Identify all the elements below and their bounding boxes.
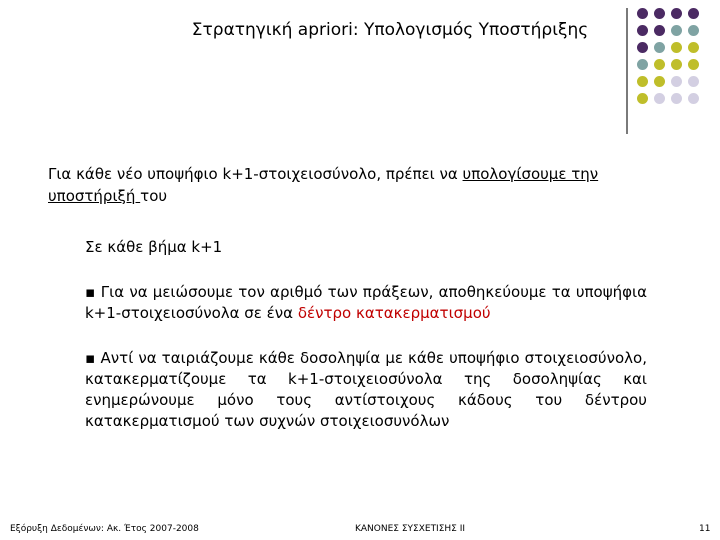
decorative-dot — [654, 76, 665, 87]
bullet-2-text: Αντί να ταιριάζουμε κάθε δοσοληψία με κάθε υποψήφιο στοιχειοσύνολο, κατακερματίζουμε τα k+1-στοιχειοσύνολα της δοσοληψίας και ενημερώνουμε μόνο τους αντίστοιχους κάδους του δέντρου κατακερματισμού των συχνών στοιχειοσυνόλων — [85, 349, 647, 430]
decorative-dot — [671, 25, 682, 36]
decorative-dot — [637, 42, 648, 53]
step-heading: Σε κάθε βήμα k+1 — [85, 238, 223, 256]
decorative-dot — [637, 25, 648, 36]
bullet-1-text: Για να μειώσουμε τον αριθμό των πράξεων, αποθηκεύουμε τα υποψήφια k+1-στοιχειοσύνολα σε ένα — [85, 283, 647, 322]
footer-course: Εξόρυξη Δεδομένων: Ακ. Έτος 2007-2008 — [10, 524, 199, 534]
decorative-dot — [688, 93, 699, 104]
decorative-dot — [637, 93, 648, 104]
decorative-dot — [637, 8, 648, 19]
decorative-dot — [637, 76, 648, 87]
decorative-dot — [688, 76, 699, 87]
bullet-item-1 — [85, 282, 647, 324]
bullet-marker-icon: ▪ — [85, 349, 96, 367]
intro-suffix: του — [140, 187, 168, 205]
decorative-dot — [688, 59, 699, 70]
bullet-marker-icon: ▪ — [85, 283, 96, 301]
decorative-dot — [654, 59, 665, 70]
decorative-dot — [671, 8, 682, 19]
decorative-divider — [626, 8, 628, 134]
decorative-dot — [654, 8, 665, 19]
slide-title: Στρατηγική apriori: Υπολογισμός Υποστήριξης — [191, 20, 589, 40]
decorative-dot — [654, 25, 665, 36]
bullet-1-highlight: δέντρο κατακερματισμού — [297, 304, 491, 322]
bullet-item-2 — [85, 348, 647, 432]
decorative-dot — [688, 8, 699, 19]
intro-underlined-2: υποστήριξή — [48, 187, 141, 205]
intro-paragraph — [48, 163, 673, 207]
decorative-dot — [671, 42, 682, 53]
intro-underlined-1: υπολογίσουμε την — [462, 165, 599, 183]
decorative-dot — [688, 25, 699, 36]
footer-topic: ΚΑΝΟΝΕΣ ΣΥΣΧΕΤΙΣΗΣ ΙΙ — [355, 524, 466, 534]
footer-page-number: 11 — [699, 524, 711, 534]
decorative-dot — [637, 59, 648, 70]
decorative-dot — [671, 93, 682, 104]
decorative-dot — [671, 76, 682, 87]
decorative-dot — [671, 59, 682, 70]
intro-text: Για κάθε νέο υποψήφιο k+1-στοιχειοσύνολο, πρέπει να — [48, 165, 463, 183]
decorative-dot — [688, 42, 699, 53]
decorative-dot — [654, 42, 665, 53]
decorative-dot — [654, 93, 665, 104]
